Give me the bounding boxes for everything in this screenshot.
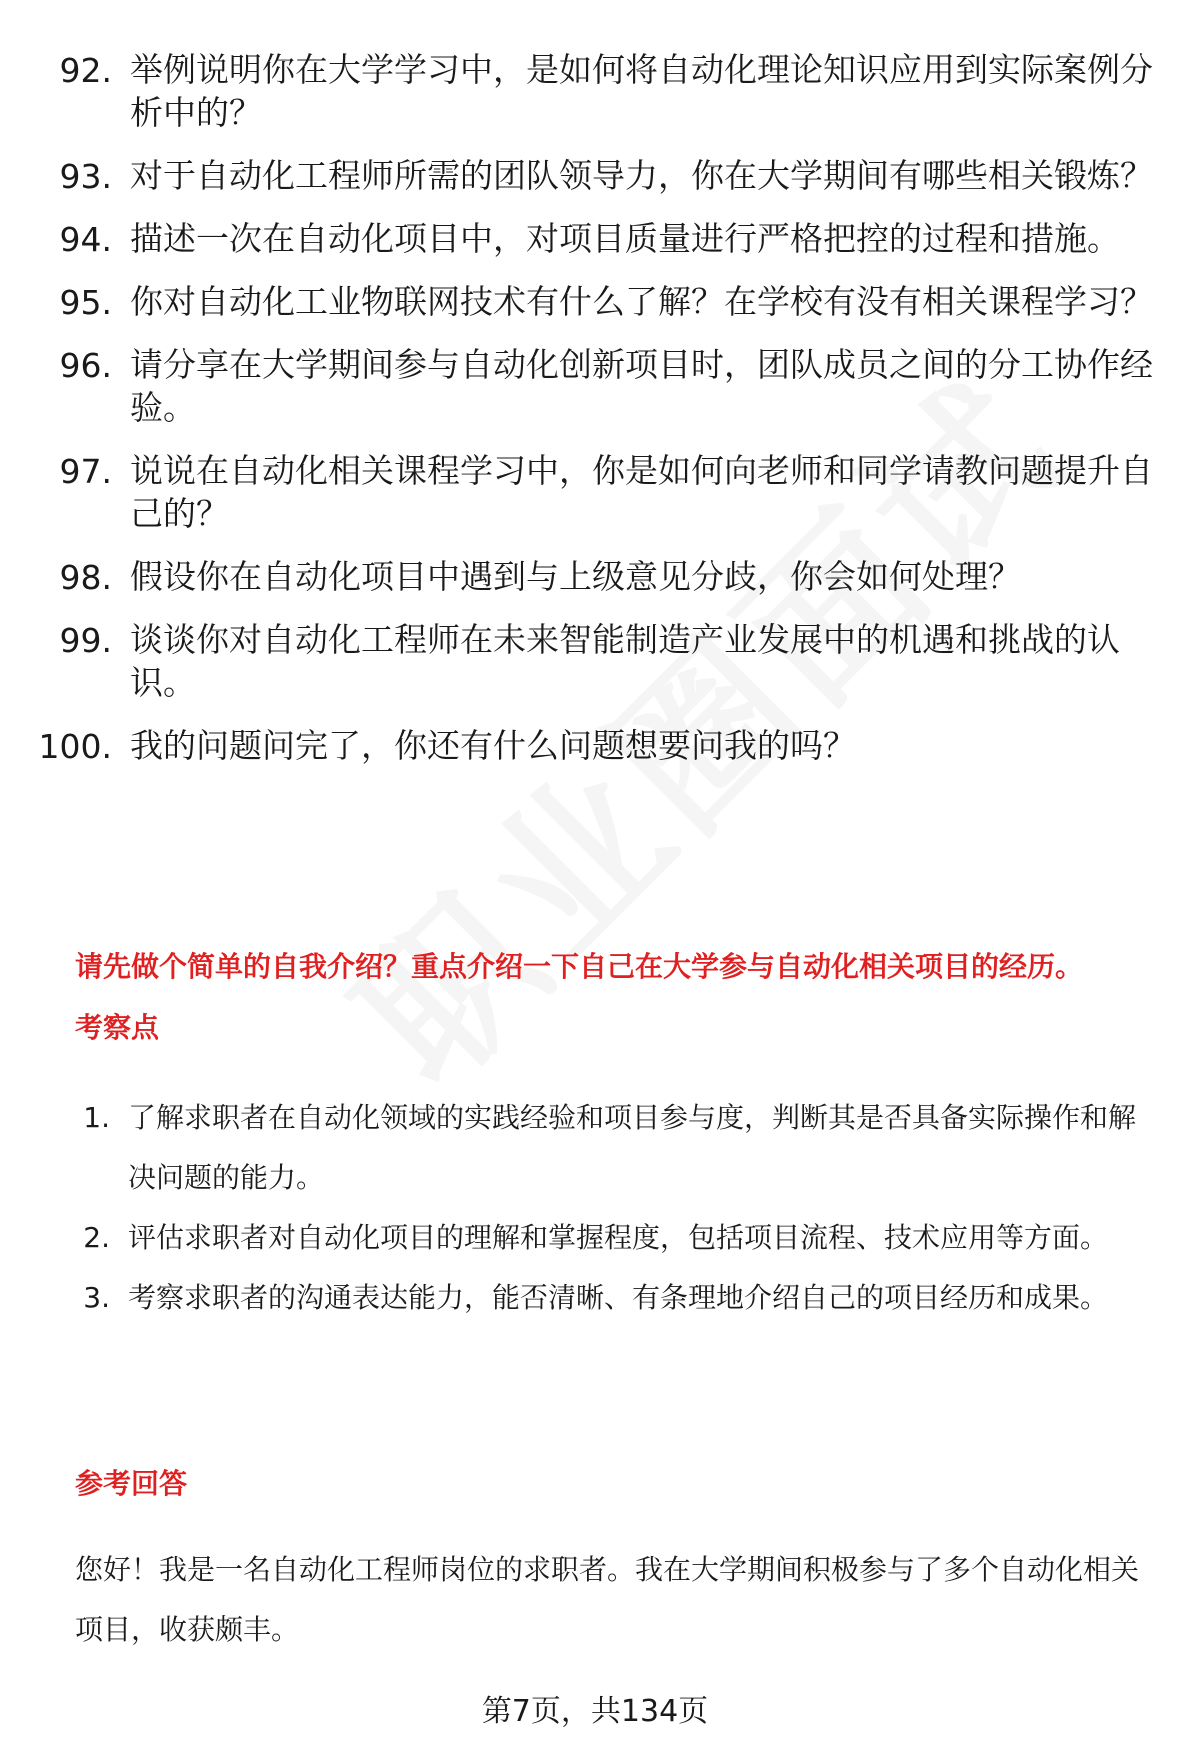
list-item (0, 343, 1190, 429)
item-text: 我的问题问完了，你还有什么问题想要问我的吗？ (130, 726, 856, 765)
list-item (0, 618, 1190, 704)
question-list (0, 48, 1190, 787)
answer-label: 参考回答 (75, 1467, 188, 1500)
item-text: 请分享在大学期间参与自动化创新项目时，团队成员之间的分工协作经验。 (130, 345, 1153, 427)
item-text: 谈谈你对自动化工程师在未来智能制造产业发展中的机遇和挑战的认识。 (130, 620, 1120, 702)
item-number: 99. (59, 621, 112, 660)
item-number: 95. (59, 283, 112, 322)
item-text: 假设你在自动化项目中遇到与上级意见分歧，你会如何处理？ (130, 557, 1021, 596)
points-label: 考察点 (75, 1011, 160, 1044)
list-item (0, 724, 1190, 767)
item-number: 96. (59, 346, 112, 385)
item-text: 考察求职者的沟通表达能力，能否清晰、有条理地介绍自己的项目经历和成果。 (128, 1281, 1109, 1314)
item-text: 了解求职者在自动化领域的实践经验和项目参与度，判断其是否具备实际操作和解决问题的能力。 (128, 1101, 1137, 1194)
item-number: 93. (59, 157, 112, 196)
item-number: 100. (38, 727, 112, 766)
item-number: 1. (83, 1101, 110, 1134)
item-text: 你对自动化工业物联网技术有什么了解？在学校有没有相关课程学习？ (130, 282, 1153, 321)
item-number: 97. (59, 452, 112, 491)
item-text: 对于自动化工程师所需的团队领导力，你在大学期间有哪些相关锻炼？ (130, 156, 1153, 195)
list-item (0, 280, 1190, 323)
list-item (0, 1208, 1190, 1268)
section-title: 请先做个简单的自我介绍？重点介绍一下自己在大学参与自动化相关项目的经历。 (75, 950, 1084, 983)
item-number: 94. (59, 220, 112, 259)
item-text: 说说在自动化相关课程学习中，你是如何向老师和同学请教问题提升自己的？ (130, 451, 1153, 533)
page-number: 第7页，共134页 (481, 1694, 709, 1729)
item-number: 92. (59, 51, 112, 90)
list-item (0, 1088, 1190, 1208)
list-item (0, 555, 1190, 598)
item-text: 举例说明你在大学学习中，是如何将自动化理论知识应用到实际案例分析中的？ (130, 50, 1153, 132)
list-item (0, 217, 1190, 260)
points-list (0, 1088, 1190, 1328)
list-item (0, 154, 1190, 197)
item-number: 2. (83, 1221, 110, 1254)
answer-text: 您好！我是一名自动化工程师岗位的求职者。我在大学期间积极参与了多个自动化相关项目，收获颇丰。 (75, 1553, 1140, 1646)
item-text: 描述一次在自动化项目中，对项目质量进行严格把控的过程和措施。 (130, 219, 1120, 258)
list-item (0, 449, 1190, 535)
item-text: 评估求职者对自动化项目的理解和掌握程度，包括项目流程、技术应用等方面。 (128, 1221, 1109, 1254)
list-item (0, 48, 1190, 134)
item-number: 98. (59, 558, 112, 597)
list-item (0, 1268, 1190, 1328)
item-number: 3. (83, 1281, 110, 1314)
